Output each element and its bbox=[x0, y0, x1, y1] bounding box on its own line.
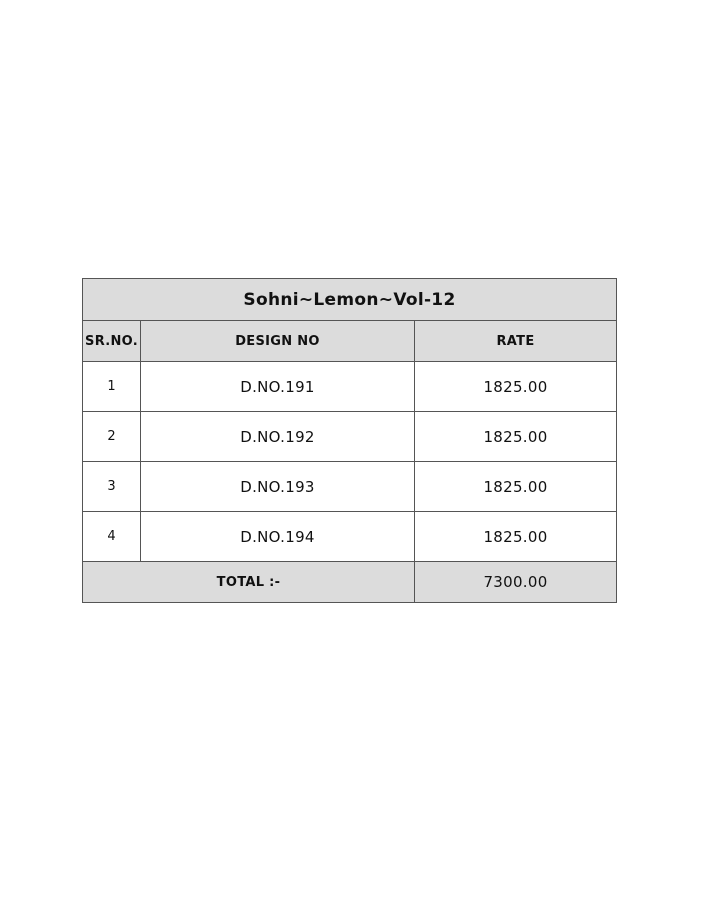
total-row bbox=[83, 562, 617, 603]
table-row bbox=[83, 362, 617, 412]
header-rate: RATE bbox=[415, 321, 617, 362]
title-row bbox=[83, 279, 617, 321]
design-no-cell: D.NO.193 bbox=[141, 462, 415, 512]
table-title: Sohni~Lemon~Vol-12 bbox=[83, 279, 617, 321]
header-sr-no: SR.NO. bbox=[83, 321, 141, 362]
rate-cell: 1825.00 bbox=[415, 462, 617, 512]
sr-no-cell: 2 bbox=[83, 412, 141, 462]
rate-cell: 1825.00 bbox=[415, 362, 617, 412]
table-row bbox=[83, 462, 617, 512]
design-no-cell: D.NO.191 bbox=[141, 362, 415, 412]
design-no-cell: D.NO.192 bbox=[141, 412, 415, 462]
table-row bbox=[83, 512, 617, 562]
table-row bbox=[83, 412, 617, 462]
rate-cell: 1825.00 bbox=[415, 412, 617, 462]
header-design-no: DESIGN NO bbox=[141, 321, 415, 362]
sr-no-cell: 3 bbox=[83, 462, 141, 512]
sr-no-cell: 4 bbox=[83, 512, 141, 562]
rate-cell: 1825.00 bbox=[415, 512, 617, 562]
total-label: TOTAL :- bbox=[83, 562, 415, 603]
sr-no-cell: 1 bbox=[83, 362, 141, 412]
design-no-cell: D.NO.194 bbox=[141, 512, 415, 562]
header-row bbox=[83, 321, 617, 362]
total-value: 7300.00 bbox=[415, 562, 617, 603]
rate-table bbox=[82, 278, 617, 603]
